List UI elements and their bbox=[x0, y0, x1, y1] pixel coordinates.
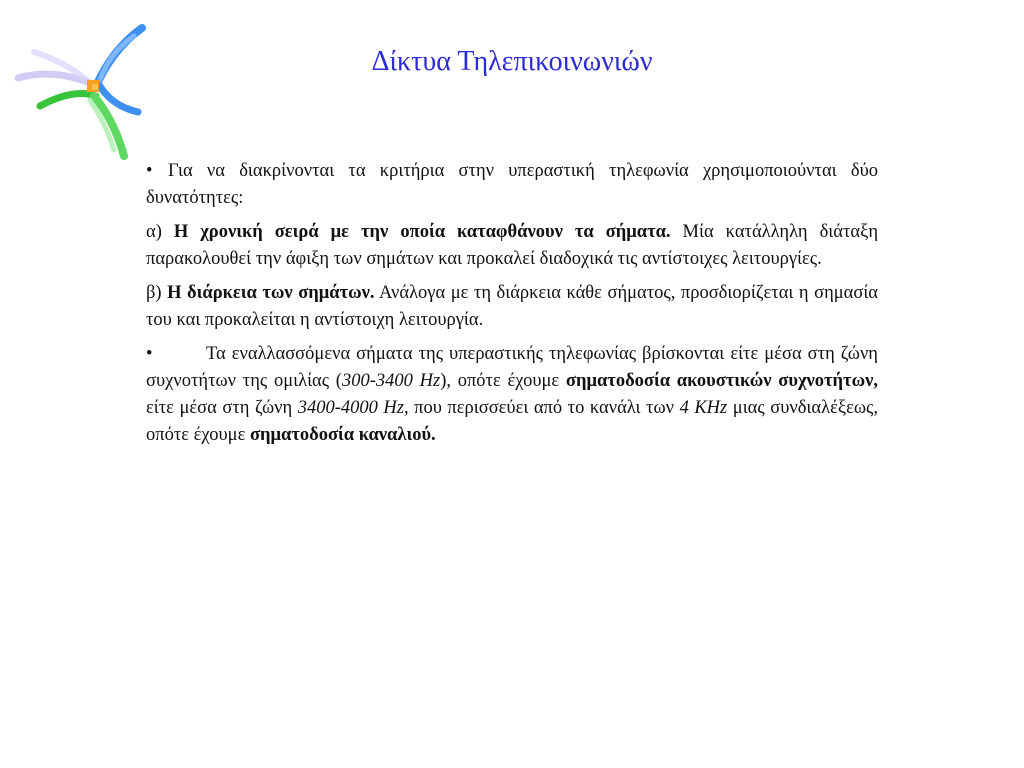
paragraph-text: Τα εναλλασσόμενα σήματα της υπεραστικής τηλεφωνίας βρίσκονται είτε μέσα στη ζώνη συχνοτήτων της ομιλίας ( bbox=[146, 344, 878, 391]
paragraph-text: , που περισσεύει από το κανάλι των bbox=[403, 398, 680, 418]
page-title: Δίκτυα Τηλεπικοινωνιών bbox=[371, 46, 653, 77]
option-heading: Η χρονική σειρά με την οποία καταφθάνουν τα σήματα. bbox=[173, 222, 671, 242]
channel-bandwidth: 4 KHz bbox=[679, 398, 728, 418]
frequency-range: 3400-4000 Hz bbox=[297, 398, 404, 418]
bold-term: σηματοδοσία καναλιού. bbox=[249, 425, 436, 445]
frequency-range: 300-3400 Hz bbox=[341, 371, 441, 391]
paragraph-intro bbox=[146, 158, 878, 212]
paragraph-text: Για να διακρίνονται τα κριτήρια στην υπεραστική τηλεφωνία χρησιμοποιούνται δύο δυνατότητες: bbox=[146, 161, 878, 208]
paragraph-option-a bbox=[146, 219, 878, 273]
option-text: Ανάλογα με τη διάρκεια κάθε σήματος, προσδιορίζεται η σημασία του και προκαλείται η αντίστοιχη λειτουργία. bbox=[146, 283, 878, 330]
option-text: Μία κατάλληλη διάταξη παρακολουθεί την άφιξη των σημάτων και προκαλεί διαδοχικά τις αντίστοιχες λειτουργίες. bbox=[146, 222, 879, 269]
paragraph-signals bbox=[146, 341, 878, 449]
bullet-icon: • bbox=[146, 344, 153, 364]
slide-body bbox=[146, 158, 878, 456]
option-heading: Η διάρκεια των σημάτων. bbox=[167, 283, 375, 303]
option-prefix: β) bbox=[146, 283, 168, 303]
option-prefix: α) bbox=[146, 222, 174, 242]
paragraph-text: ), οπότε έχουμε bbox=[440, 371, 566, 391]
paragraph-text: μιας συνδιαλέξεως, οπότε έχουμε bbox=[146, 398, 878, 445]
paragraph-text: είτε μέσα στη ζώνη bbox=[146, 398, 298, 418]
bold-term: σηματοδοσία ακουστικών συχνοτήτων, bbox=[565, 371, 878, 391]
paragraph-option-b bbox=[146, 280, 878, 334]
bullet-icon: • bbox=[146, 161, 153, 181]
